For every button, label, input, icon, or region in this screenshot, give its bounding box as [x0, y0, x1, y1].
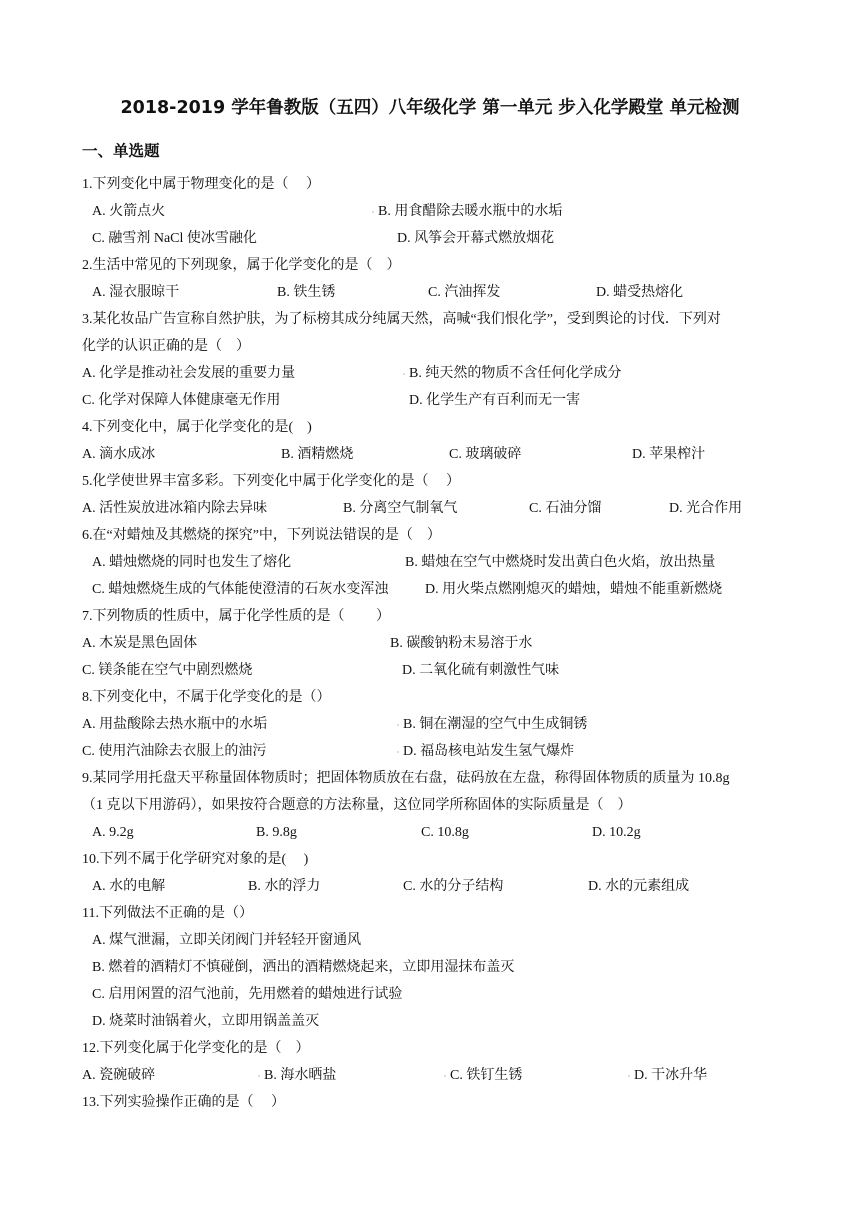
question-5-option-c: C. 石油分馏 [529, 501, 602, 516]
question-9-stem: （1 克以下用游码），如果按符合题意的方法称量，这位同学所称固体的实际质量是（ ） [82, 798, 632, 813]
question-4-option-b: B. 酒精燃烧 [281, 447, 354, 462]
question-4-option-c: C. 玻璃破碎 [449, 447, 522, 462]
question-4-option-d: D. 苹果榨汁 [632, 447, 706, 462]
question-2-option-c: C. 汽油挥发 [428, 285, 501, 300]
question-12-option-c: C. 铁钉生锈 [450, 1068, 523, 1083]
question-10-option-c: C. 水的分子结构 [403, 879, 504, 894]
option-marker: ▫ [628, 1074, 631, 1080]
question-1-option-c: C. 融雪剂 NaCl 使冰雪融化 [92, 231, 257, 246]
question-11-option-a: A. 煤气泄漏，立即关闭阀门并轻轻开窗通风 [92, 933, 362, 948]
question-6-stem: 6.在“对蜡烛及其燃烧的探究”中，下列说法错误的是（ ） [82, 528, 441, 543]
option-marker: ▫ [403, 372, 406, 378]
question-12-option-b: B. 海水晒盐 [264, 1068, 337, 1083]
question-13-stem: 13.下列实验操作正确的是（ ） [82, 1095, 285, 1110]
question-11-option-b: B. 燃着的酒精灯不慎碰倒，洒出的酒精燃烧起来，立即用湿抹布盖灭 [92, 960, 515, 975]
question-2-option-d: D. 蜡受热熔化 [596, 285, 684, 300]
question-6-option-a: A. 蜡烛燃烧的同时也发生了熔化 [92, 555, 292, 570]
question-6-option-c: C. 蜡烛燃烧生成的气体能使澄清的石灰水变浑浊 [92, 582, 389, 597]
question-12-stem: 12.下列变化属于化学变化的是（ ） [82, 1041, 310, 1056]
question-1-option-d: D. 风筝会开幕式燃放烟花 [397, 231, 555, 246]
question-10-option-b: B. 水的浮力 [248, 879, 321, 894]
question-3-stem: 化学的认识正确的是（ ） [82, 339, 250, 354]
question-5-option-d: D. 光合作用 [669, 501, 743, 516]
question-5-option-b: B. 分离空气制氧气 [343, 501, 458, 516]
question-7-option-b: B. 碳酸钠粉末易溶于水 [390, 636, 533, 651]
question-9-option-b: B. 9.8g [256, 825, 297, 840]
question-3-option-a: A. 化学是推动社会发展的重要力量 [82, 366, 296, 381]
question-8-option-d: D. 福岛核电站发生氢气爆炸 [403, 744, 575, 759]
question-11-option-c: C. 启用闲置的沼气池前，先用燃着的蜡烛进行试验 [92, 987, 403, 1002]
section-heading: 一、单选题 [82, 142, 160, 160]
question-2-option-a: A. 湿衣服晾干 [92, 285, 180, 300]
question-5-stem: 5.化学使世界丰富多彩。下列变化中属于化学变化的是（ ） [82, 474, 460, 489]
question-3-stem: 3.某化妆品广告宣称自然护肤，为了标榜其成分纯属天然，高喊“我们恨化学”，受到舆论的讨伐．下列对 [82, 312, 721, 327]
question-3-option-c: C. 化学对保障人体健康毫无作用 [82, 393, 281, 408]
question-12-option-a: A. 瓷碗破碎 [82, 1068, 156, 1083]
question-9-option-d: D. 10.2g [592, 825, 641, 840]
question-4-stem: 4.下列变化中，属于化学变化的是( ) [82, 420, 312, 435]
question-10-stem: 10.下列不属于化学研究对象的是( ) [82, 852, 309, 867]
question-6-option-b: B. 蜡烛在空气中燃烧时发出黄白色火焰，放出热量 [405, 555, 716, 570]
question-9-stem: 9.某同学用托盘天平称量固体物质时；把固体物质放在右盘，砝码放在左盘，称得固体物质的质量为 10.8g [82, 771, 730, 786]
question-6-option-d: D. 用火柴点燃刚熄灭的蜡烛，蜡烛不能重新燃烧 [425, 582, 723, 597]
question-8-stem: 8.下列变化中，不属于化学变化的是（） [82, 690, 331, 705]
option-marker: ▫ [397, 723, 400, 729]
question-2-option-b: B. 铁生锈 [277, 285, 336, 300]
question-4-option-a: A. 滴水成冰 [82, 447, 156, 462]
question-7-stem: 7.下列物质的性质中，属于化学性质的是（ ） [82, 609, 390, 624]
question-11-option-d: D. 烧菜时油锅着火，立即用锅盖盖灭 [92, 1014, 320, 1029]
question-3-option-d: D. 化学生产有百利而无一害 [409, 393, 581, 408]
question-3-option-b: B. 纯天然的物质不含任何化学成分 [409, 366, 622, 381]
question-2-stem: 2.生活中常见的下列现象，属于化学变化的是（ ） [82, 258, 401, 273]
option-marker: ▫ [397, 750, 400, 756]
page-title: 2018-2019 学年鲁教版（五四）八年级化学 第一单元 步入化学殿堂 单元检测 [120, 98, 740, 118]
question-5-option-a: A. 活性炭放进冰箱内除去异味 [82, 501, 268, 516]
question-9-option-a: A. 9.2g [92, 825, 134, 840]
option-marker: ▫ [372, 210, 375, 216]
question-7-option-a: A. 木炭是黑色固体 [82, 636, 198, 651]
question-10-option-a: A. 水的电解 [92, 879, 166, 894]
question-7-option-c: C. 镁条能在空气中剧烈燃烧 [82, 663, 253, 678]
question-12-option-d: D. 干冰升华 [634, 1068, 708, 1083]
question-9-option-c: C. 10.8g [421, 825, 469, 840]
option-marker: ▫ [444, 1074, 447, 1080]
question-10-option-d: D. 水的元素组成 [588, 879, 690, 894]
question-8-option-b: B. 铜在潮湿的空气中生成铜锈 [403, 717, 588, 732]
question-1-option-b: B. 用食醋除去暖水瓶中的水垢 [378, 204, 563, 219]
question-7-option-d: D. 二氧化硫有刺激性气味 [402, 663, 560, 678]
question-11-stem: 11.下列做法不正确的是（） [82, 906, 253, 921]
option-marker: ▫ [258, 1074, 261, 1080]
question-8-option-c: C. 使用汽油除去衣服上的油污 [82, 744, 267, 759]
question-1-stem: 1.下列变化中属于物理变化的是（ ） [82, 177, 320, 192]
question-8-option-a: A. 用盐酸除去热水瓶中的水垢 [82, 717, 268, 732]
question-1-option-a: A. 火箭点火 [92, 204, 166, 219]
